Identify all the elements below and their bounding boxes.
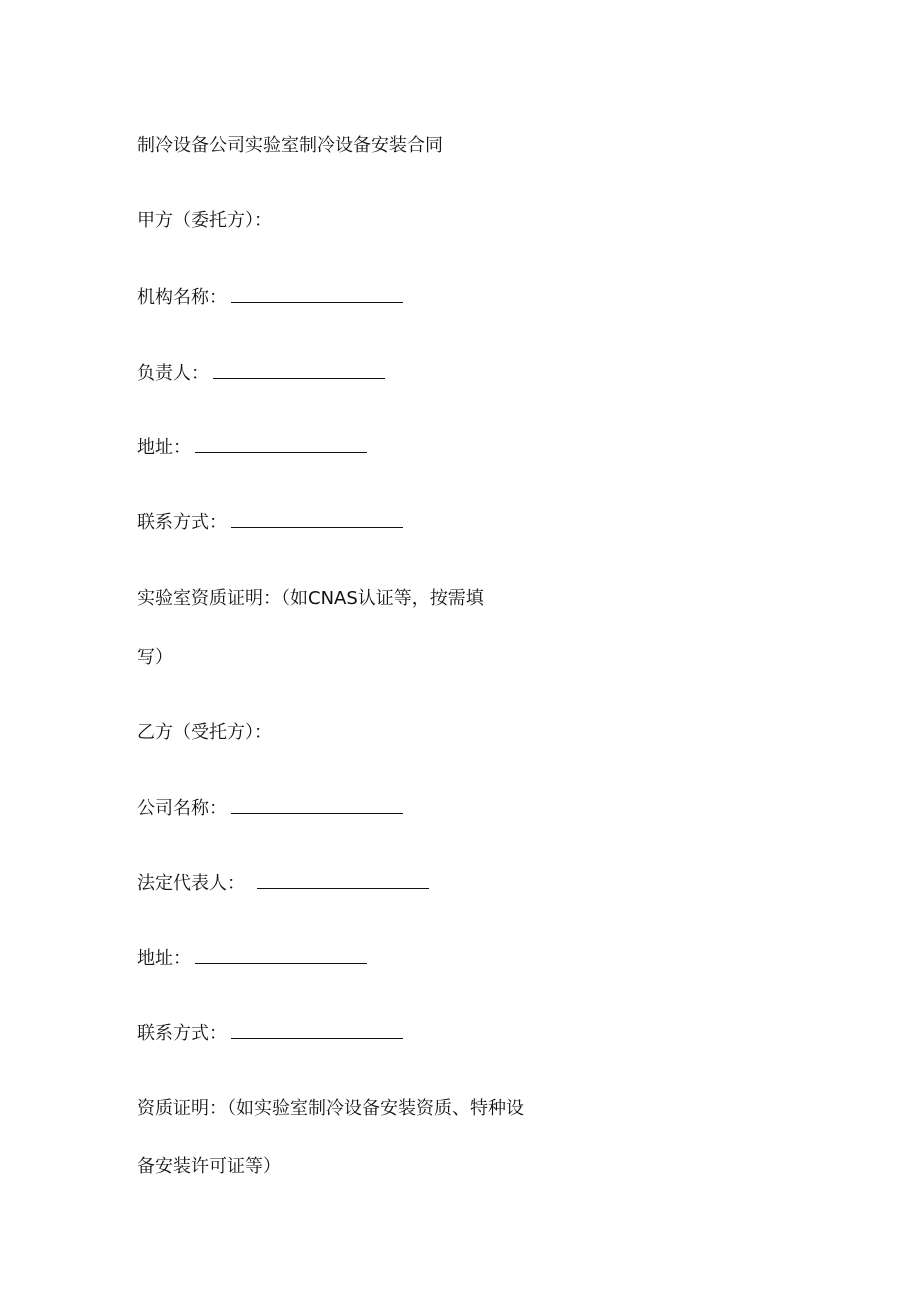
- party-a-address-row: [137, 435, 367, 460]
- address-label: 地址：: [137, 948, 191, 969]
- party-b-heading: 乙方（受托方）：: [137, 722, 272, 743]
- responsible-blank[interactable]: [213, 361, 385, 379]
- company-blank[interactable]: [231, 796, 403, 814]
- contact-label: 联系方式：: [137, 512, 227, 533]
- legal-rep-label: 法定代表人：: [137, 873, 245, 894]
- party-b-contact-row: [137, 1021, 403, 1046]
- party-a-institution-row: [137, 285, 403, 310]
- contact-blank[interactable]: [231, 1021, 403, 1039]
- party-a-qualification-line1: 实验室资质证明：（如CNAS认证等，按需填: [137, 588, 484, 609]
- party-a-heading: 甲方（委托方）：: [137, 210, 272, 231]
- party-a-responsible-row: [137, 361, 385, 386]
- contact-label: 联系方式：: [137, 1023, 227, 1044]
- company-label: 公司名称：: [137, 798, 227, 819]
- institution-label: 机构名称：: [137, 287, 227, 308]
- party-b-address-row: [137, 946, 367, 971]
- party-b-legal-rep-row: [137, 871, 429, 896]
- institution-blank[interactable]: [231, 285, 403, 303]
- party-a-qualification-line2: 写）: [137, 647, 173, 668]
- document-title: 制冷设备公司实验室制冷设备安装合同: [137, 135, 443, 156]
- address-blank[interactable]: [195, 435, 367, 453]
- legal-rep-blank[interactable]: [257, 871, 429, 889]
- address-label: 地址：: [137, 437, 191, 458]
- contact-blank[interactable]: [231, 510, 403, 528]
- party-b-qualification-line1: 资质证明：（如实验室制冷设备安装资质、特种设: [137, 1098, 524, 1119]
- responsible-label: 负责人：: [137, 363, 209, 384]
- party-b-company-row: [137, 796, 403, 821]
- party-a-contact-row: [137, 510, 403, 535]
- address-blank[interactable]: [195, 946, 367, 964]
- party-b-qualification-line2: 备安装许可证等）: [137, 1156, 281, 1177]
